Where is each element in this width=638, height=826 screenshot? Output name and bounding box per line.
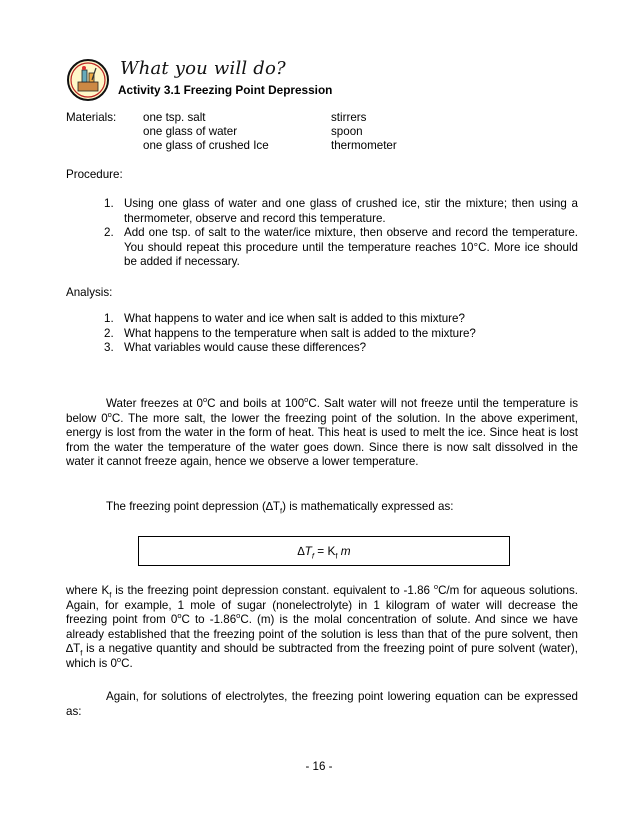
activity-icon [66,58,110,102]
material-item: one glass of water [143,125,238,138]
body-paragraph: where $K_f$ is the freezing point depression constant. equivalent to -1.86 $^o$C/m for aqueous solutions. Again, for example, 1 mole of sugar (nonelectrolyte) in 1 kilogram of water will decrease the freezing point from 0$^o$C to -1.86$^o$C. (m) is the molal concentration of solute. And since we have already established that the freezing point of the solution is less than that of the pure solvent, then $\Delta T_f$ is a negative quantity and should be subtracted from the freezing point of pure solvent (water), which is 0$^o$C. [66,582,578,670]
body-paragraph: Again, for solutions of electrolytes, the freezing point lowering equation can be expressed as: [66,690,578,718]
material-item: thermometer [331,139,397,152]
activity-title: Activity 3.1 Freezing Point Depression [118,83,333,97]
procedure-step: 1. Using one glass of water and one glass of crushed ice, stir the mixture; then using a thermometer, observe and record this temperature. [104,197,578,225]
body-paragraph: The freezing point depression $(\Delta T_f)$ is mathematically expressed as: [106,500,454,516]
formula: $\Delta T_f = K_f$ m [297,544,351,561]
materials-label: Materials: [66,111,117,124]
material-item: one glass of crushed Ice [143,139,269,152]
material-item: spoon [331,125,363,138]
analysis-question: 3. What variables would cause these differences? [104,341,367,355]
analysis-question: 2. What happens to the temperature when salt is added to the mixture? [104,326,476,340]
body-paragraph: Water freezes at 0$^o$C and boils at 100$^o$C. Salt water will not freeze until the temperature is below 0$^o$C. The more salt, the lower the freezing point of the solution. In the above experiment, energy is lost from the water in the form of heat. This heat is used to melt the ice. Since heat is lost from the water the temperature of the water goes down. Since there is now salt dissolved in the water it cannot freeze again, hence we observe a lower temperature. [66,395,578,469]
page-number: - 16 - [305,760,333,773]
analysis-question: 1. What happens to water and ice when salt is added to this mixture? [104,312,465,325]
procedure-step: 2. Add one tsp. of salt to the water/ice mixture, then observe and record the temperature. You should repeat this procedure until the temperature reaches 10°C. More ice should be added if necessary. [104,226,578,269]
formula-box [138,536,510,566]
materials-column-1 [143,111,269,153]
procedure-list [104,197,578,270]
material-item: one tsp. salt [143,111,206,124]
materials-column-2 [331,111,397,153]
section-title: What you will do? [120,58,286,79]
analysis-label: Analysis: [66,286,113,299]
procedure-label: Procedure: [66,168,123,181]
analysis-list [104,312,578,356]
material-item: stirrers [331,111,367,124]
